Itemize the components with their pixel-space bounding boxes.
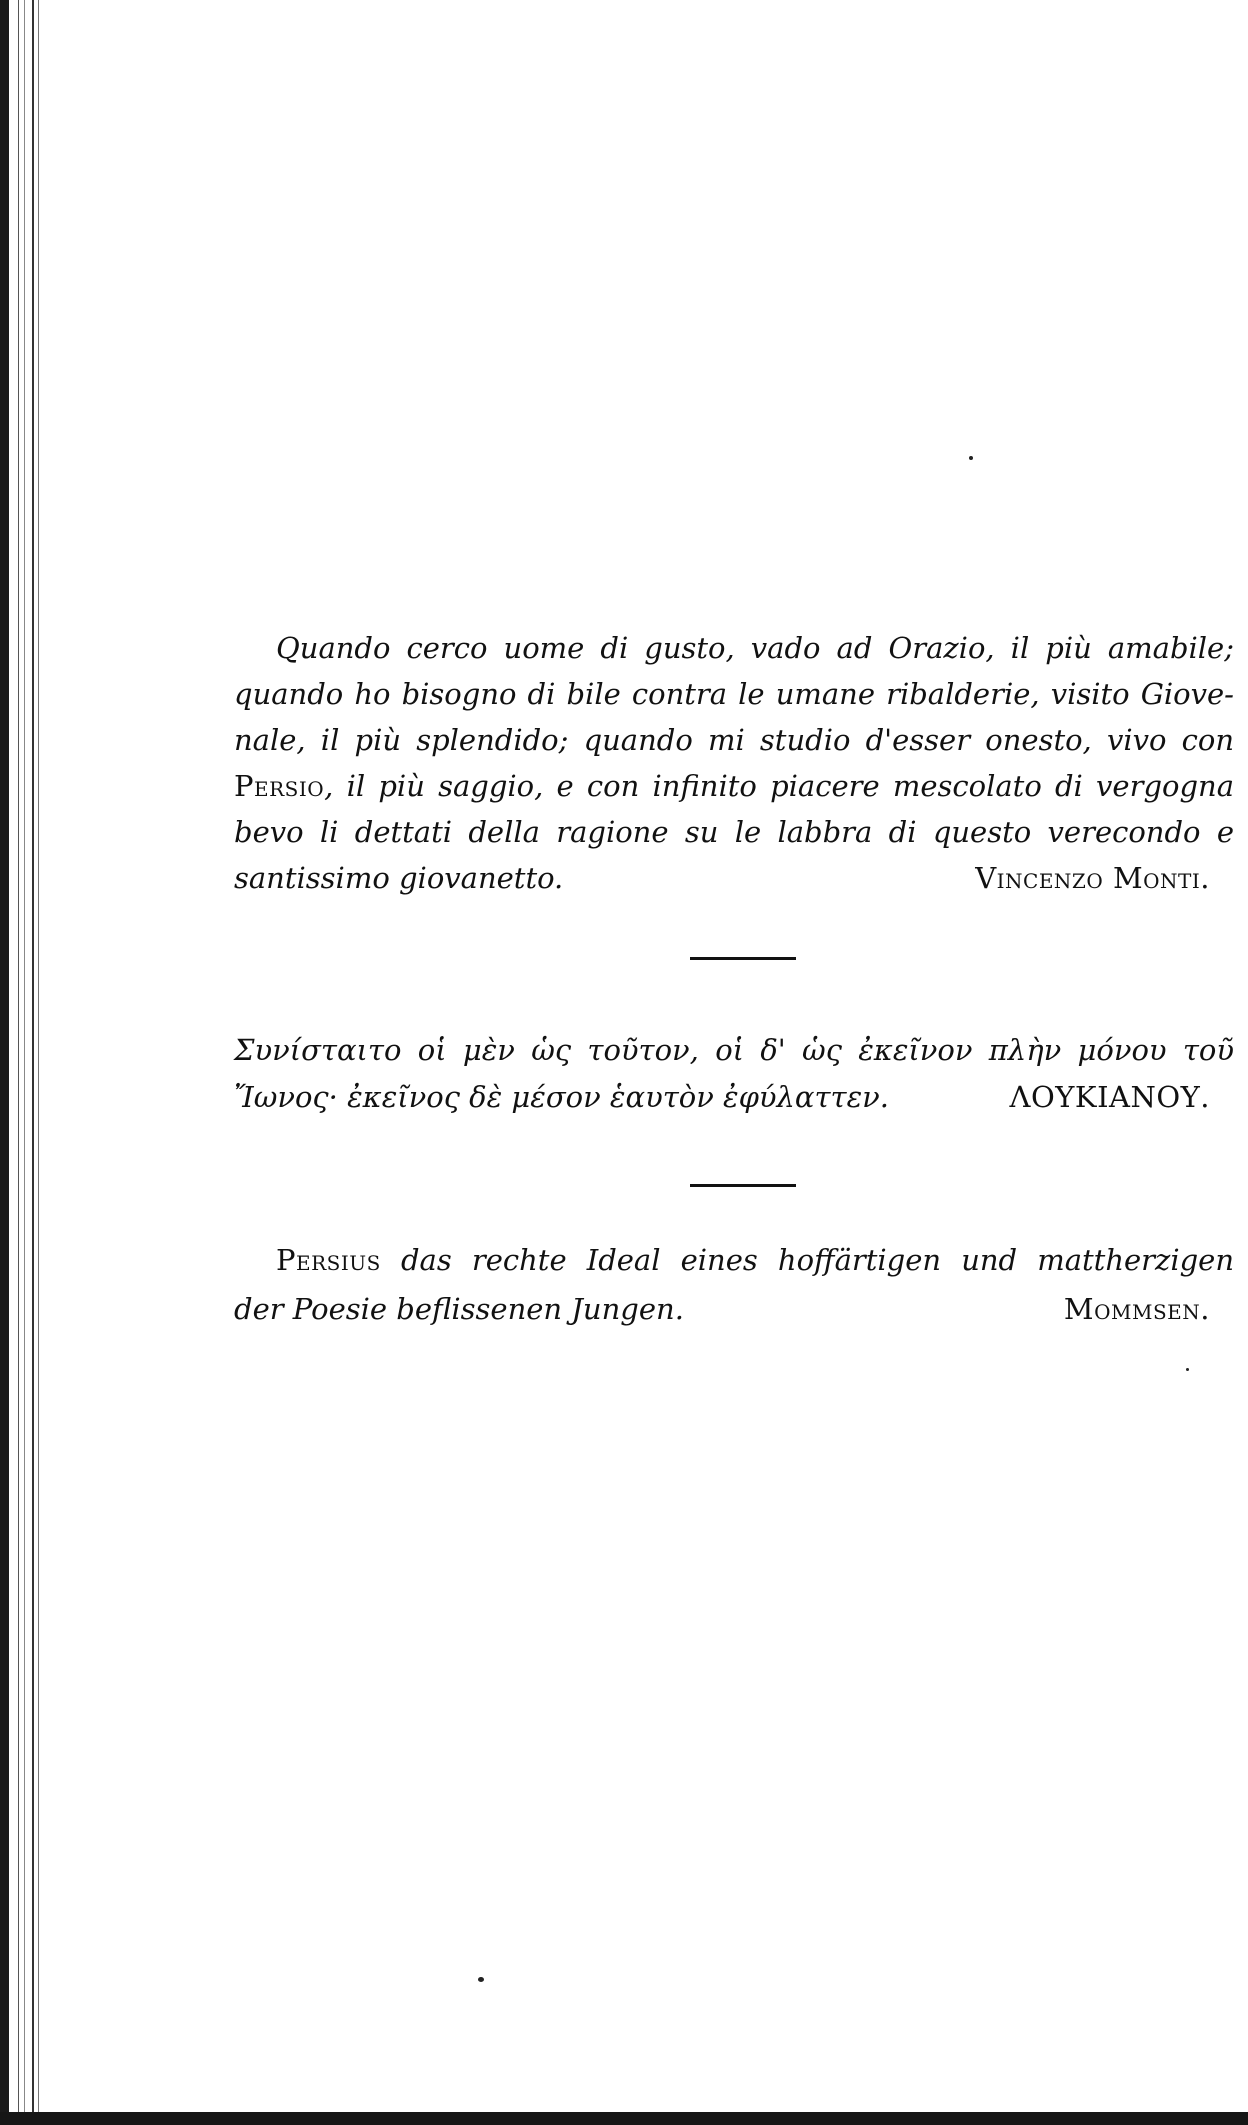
epigraph-line: Ἴωνος· ἐκεῖνος δὲ μέσον ἑαυτὸν ἐφύλαττεν. bbox=[234, 1080, 890, 1114]
ink-speck bbox=[1186, 1368, 1189, 1371]
author-name-persius: Persius bbox=[276, 1243, 381, 1277]
monti-epigraph bbox=[234, 628, 1234, 908]
lucian-epigraph bbox=[234, 1030, 1234, 1120]
attribution-lucian: ΛΟΥΚΙΑΝΟΥ. bbox=[1009, 1080, 1210, 1114]
epigraph-line: bevo li dettati della ragione su le labbra di questo verecondo e bbox=[234, 815, 1234, 849]
ink-speck bbox=[478, 1977, 484, 1982]
epigraph-line bbox=[234, 766, 1234, 806]
epigraph-line: santissimo giovanetto. bbox=[234, 861, 564, 895]
scan-line bbox=[18, 0, 19, 2125]
attribution-monti: Vincenzo Monti. bbox=[975, 861, 1210, 895]
section-divider bbox=[690, 957, 796, 960]
scan-line bbox=[32, 0, 34, 2125]
scan-line bbox=[24, 0, 25, 2125]
epigraph-line: Quando cerco uome di gusto, vado ad Orazio, il più amabile; bbox=[276, 631, 1234, 665]
epigraph-line: Συνίσταιτο οἱ μὲν ὡς τοῦτον, οἱ δ' ὡς ἐκεῖνον πλὴν μόνου τοῦ bbox=[234, 1033, 1234, 1067]
author-name-persio: Persio bbox=[234, 769, 325, 803]
mommsen-epigraph bbox=[234, 1240, 1234, 1332]
scan-line bbox=[38, 0, 39, 2125]
epigraph-line bbox=[276, 1240, 1234, 1280]
ink-speck bbox=[969, 456, 973, 460]
epigraph-line: der Poesie beflissenen Jungen. bbox=[234, 1292, 684, 1326]
epigraph-line-rest: das rechte Ideal eines hoffärtigen und mattherzigen bbox=[400, 1243, 1234, 1277]
bottom-scan-edge bbox=[0, 2112, 1248, 2125]
epigraph-line: quando ho bisogno di bile contra le umane ribalderie, visito Giove- bbox=[234, 677, 1234, 711]
epigraph-line-rest: , il più saggio, e con infinito piacere mescolato di vergogna bbox=[324, 769, 1234, 803]
epigraph-line: nale, il più splendido; quando mi studio d'esser onesto, vivo con bbox=[234, 723, 1234, 757]
section-divider bbox=[690, 1184, 796, 1187]
binding-edge bbox=[0, 0, 9, 2125]
attribution-mommsen: Mommsen. bbox=[1063, 1292, 1210, 1326]
